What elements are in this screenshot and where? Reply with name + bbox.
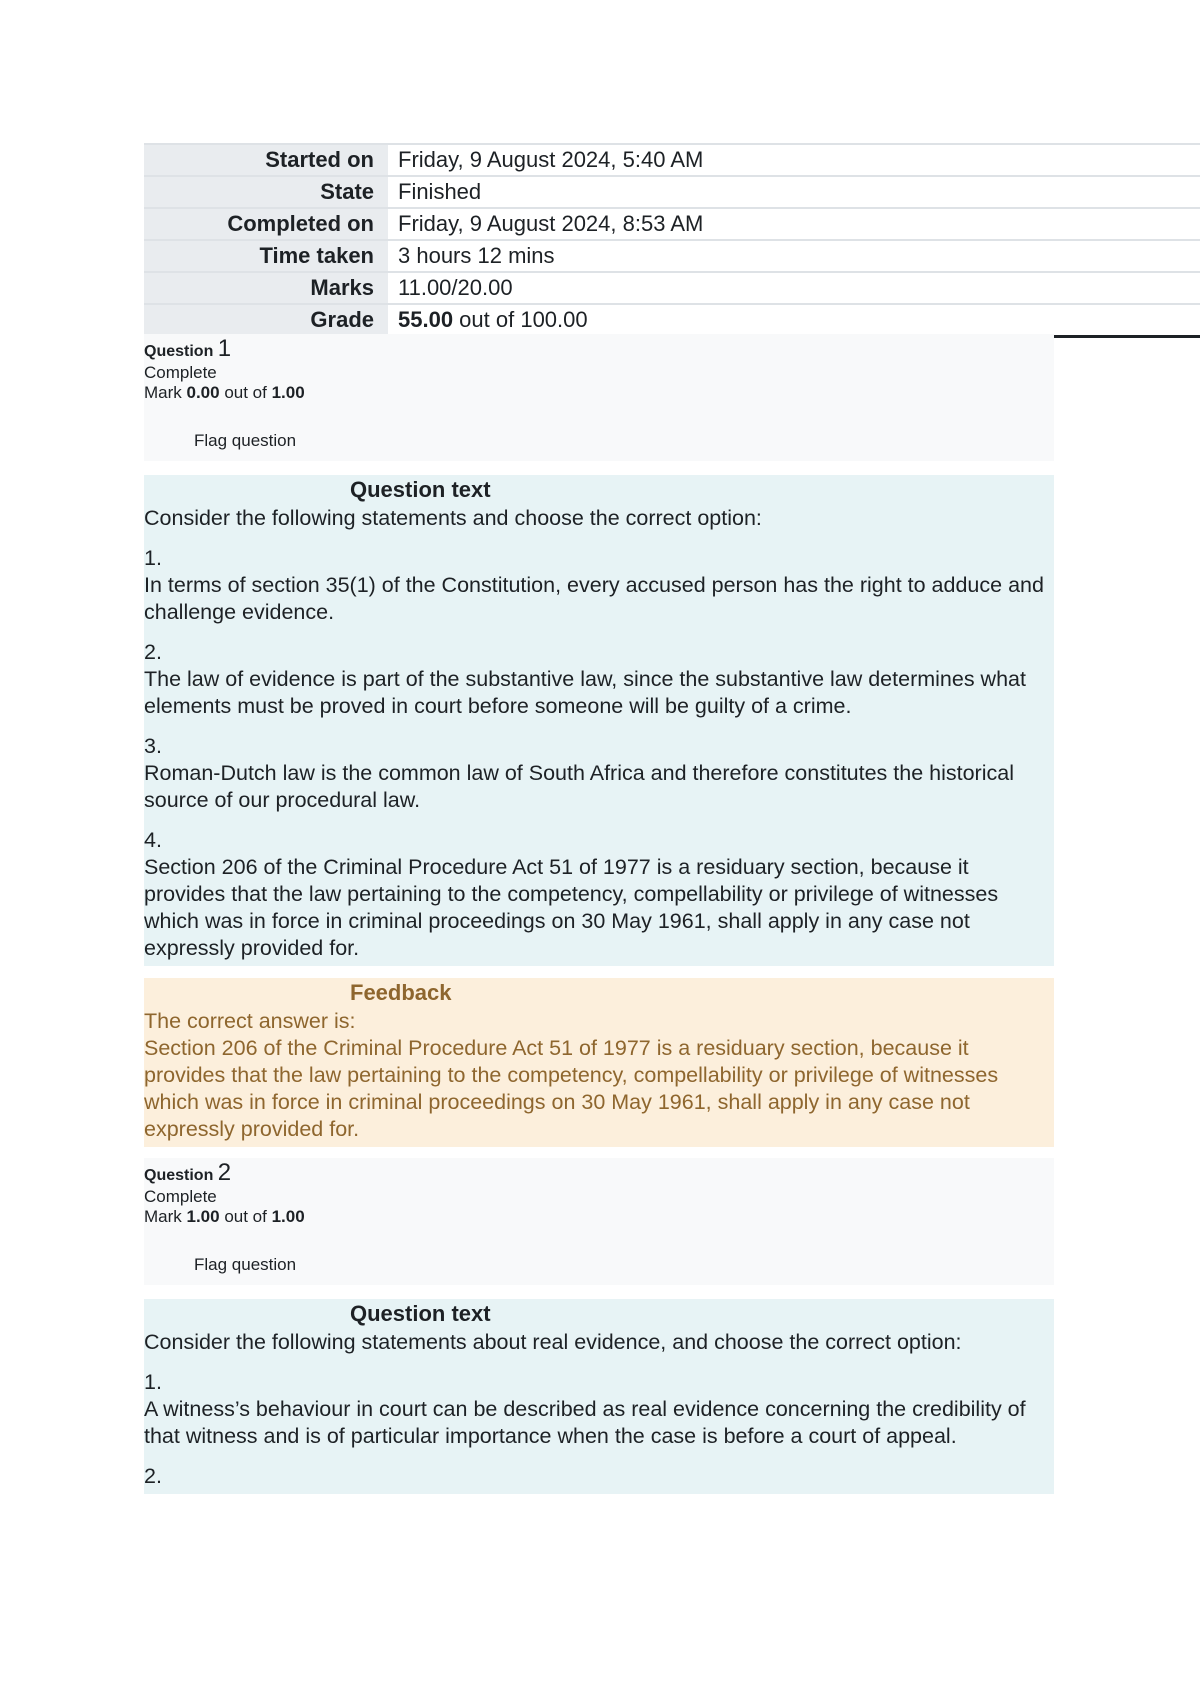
- question-number-value: 1: [217, 335, 232, 362]
- grade-value: 55.00: [398, 307, 454, 332]
- flag-question-link[interactable]: Flag question: [194, 1255, 297, 1274]
- question-state: Complete: [144, 1187, 217, 1206]
- summary-label: Started on: [144, 144, 388, 176]
- summary-row-grade: [144, 304, 1200, 337]
- question-number: [144, 334, 1054, 363]
- statement-item: [144, 827, 1054, 962]
- question-mark: [144, 1207, 1054, 1227]
- statement-text: In terms of section 35(1) of the Constitution, every accused person has the right to adduce and challenge evidence.: [144, 573, 1044, 624]
- question-label: Question: [144, 343, 214, 360]
- feedback-panel: [144, 978, 1054, 1147]
- attempt-summary-table: [144, 143, 1200, 338]
- summary-label: Grade: [144, 304, 388, 337]
- mark-value: 0.00: [186, 383, 220, 402]
- statement-number: 1.: [144, 546, 162, 570]
- summary-label: Completed on: [144, 208, 388, 240]
- summary-value: Finished: [388, 176, 1200, 208]
- statement-number: 4.: [144, 828, 162, 852]
- flag-question-link[interactable]: Flag question: [194, 431, 297, 450]
- mark-max: 1.00: [271, 383, 305, 402]
- mark-max: 1.00: [271, 1207, 305, 1226]
- question-mark: [144, 383, 1054, 403]
- question-1: [144, 334, 1054, 1147]
- statement-item: [144, 639, 1054, 720]
- question-info: [144, 1158, 1054, 1285]
- statement-text: Section 206 of the Criminal Procedure Act 51 of 1977 is a residuary section, because it provides that the law pertaining to the competency, compellability or privilege of witnesses which was in force in criminal proceedings on 30 May 1961, shall apply in any case not expressly provided for.: [144, 855, 999, 960]
- summary-row-completed: [144, 208, 1200, 240]
- question-text-heading: Question text: [350, 477, 491, 502]
- statement-text: Roman-Dutch law is the common law of South Africa and therefore constitutes the historical source of our procedural law.: [144, 761, 1014, 812]
- question-intro: Consider the following statements about real evidence, and choose the correct option:: [144, 1330, 962, 1354]
- question-2: [144, 1158, 1054, 1494]
- question-text-panel: [144, 1299, 1054, 1494]
- grade-suffix: out of 100.00: [453, 307, 588, 332]
- statement-item: [144, 1463, 1054, 1490]
- mark-prefix: Mark: [144, 1207, 187, 1226]
- summary-label: Marks: [144, 272, 388, 304]
- statement-number: 2.: [144, 1464, 162, 1488]
- statement-text: The law of evidence is part of the substantive law, since the substantive law determines what elements must be proved in court before someone will be guilty of a crime.: [144, 667, 1026, 718]
- statement-item: [144, 733, 1054, 814]
- summary-value: Friday, 9 August 2024, 8:53 AM: [388, 208, 1200, 240]
- summary-value: [388, 304, 1200, 337]
- summary-label: State: [144, 176, 388, 208]
- question-number-value: 2: [217, 1159, 232, 1186]
- summary-value: Friday, 9 August 2024, 5:40 AM: [388, 144, 1200, 176]
- mark-value: 1.00: [186, 1207, 220, 1226]
- question-text-heading: Question text: [350, 1301, 491, 1326]
- mark-prefix: Mark: [144, 383, 187, 402]
- summary-row-time-taken: [144, 240, 1200, 272]
- question-info: [144, 334, 1054, 461]
- question-number: [144, 1158, 1054, 1187]
- question-label: Question: [144, 1167, 214, 1184]
- summary-label: Time taken: [144, 240, 388, 272]
- mark-mid: out of: [219, 1207, 272, 1226]
- summary-row-started: [144, 144, 1200, 176]
- statement-item: [144, 1369, 1054, 1450]
- question-state: Complete: [144, 363, 217, 382]
- question-text-panel: [144, 475, 1054, 966]
- mark-mid: out of: [219, 383, 272, 402]
- summary-value: 3 hours 12 mins: [388, 240, 1200, 272]
- feedback-heading: Feedback: [350, 980, 452, 1005]
- summary-row-state: [144, 176, 1200, 208]
- feedback-answer: Section 206 of the Criminal Procedure Act 51 of 1977 is a residuary section, because it provides that the law pertaining to the competency, compellability or privilege of witnesses which was in force in criminal proceedings on 30 May 1961, shall apply in any case not expressly provided for.: [144, 1036, 999, 1141]
- summary-row-marks: [144, 272, 1200, 304]
- summary-value: 11.00/20.00: [388, 272, 1200, 304]
- statement-number: 1.: [144, 1370, 162, 1394]
- statement-text: A witness’s behaviour in court can be described as real evidence concerning the credibility of that witness and is of particular importance when the case is before a court of appeal.: [144, 1397, 1026, 1448]
- question-intro: Consider the following statements and choose the correct option:: [144, 506, 762, 530]
- statement-number: 2.: [144, 640, 162, 664]
- feedback-intro: The correct answer is:: [144, 1009, 356, 1033]
- statement-number: 3.: [144, 734, 162, 758]
- statement-item: [144, 545, 1054, 626]
